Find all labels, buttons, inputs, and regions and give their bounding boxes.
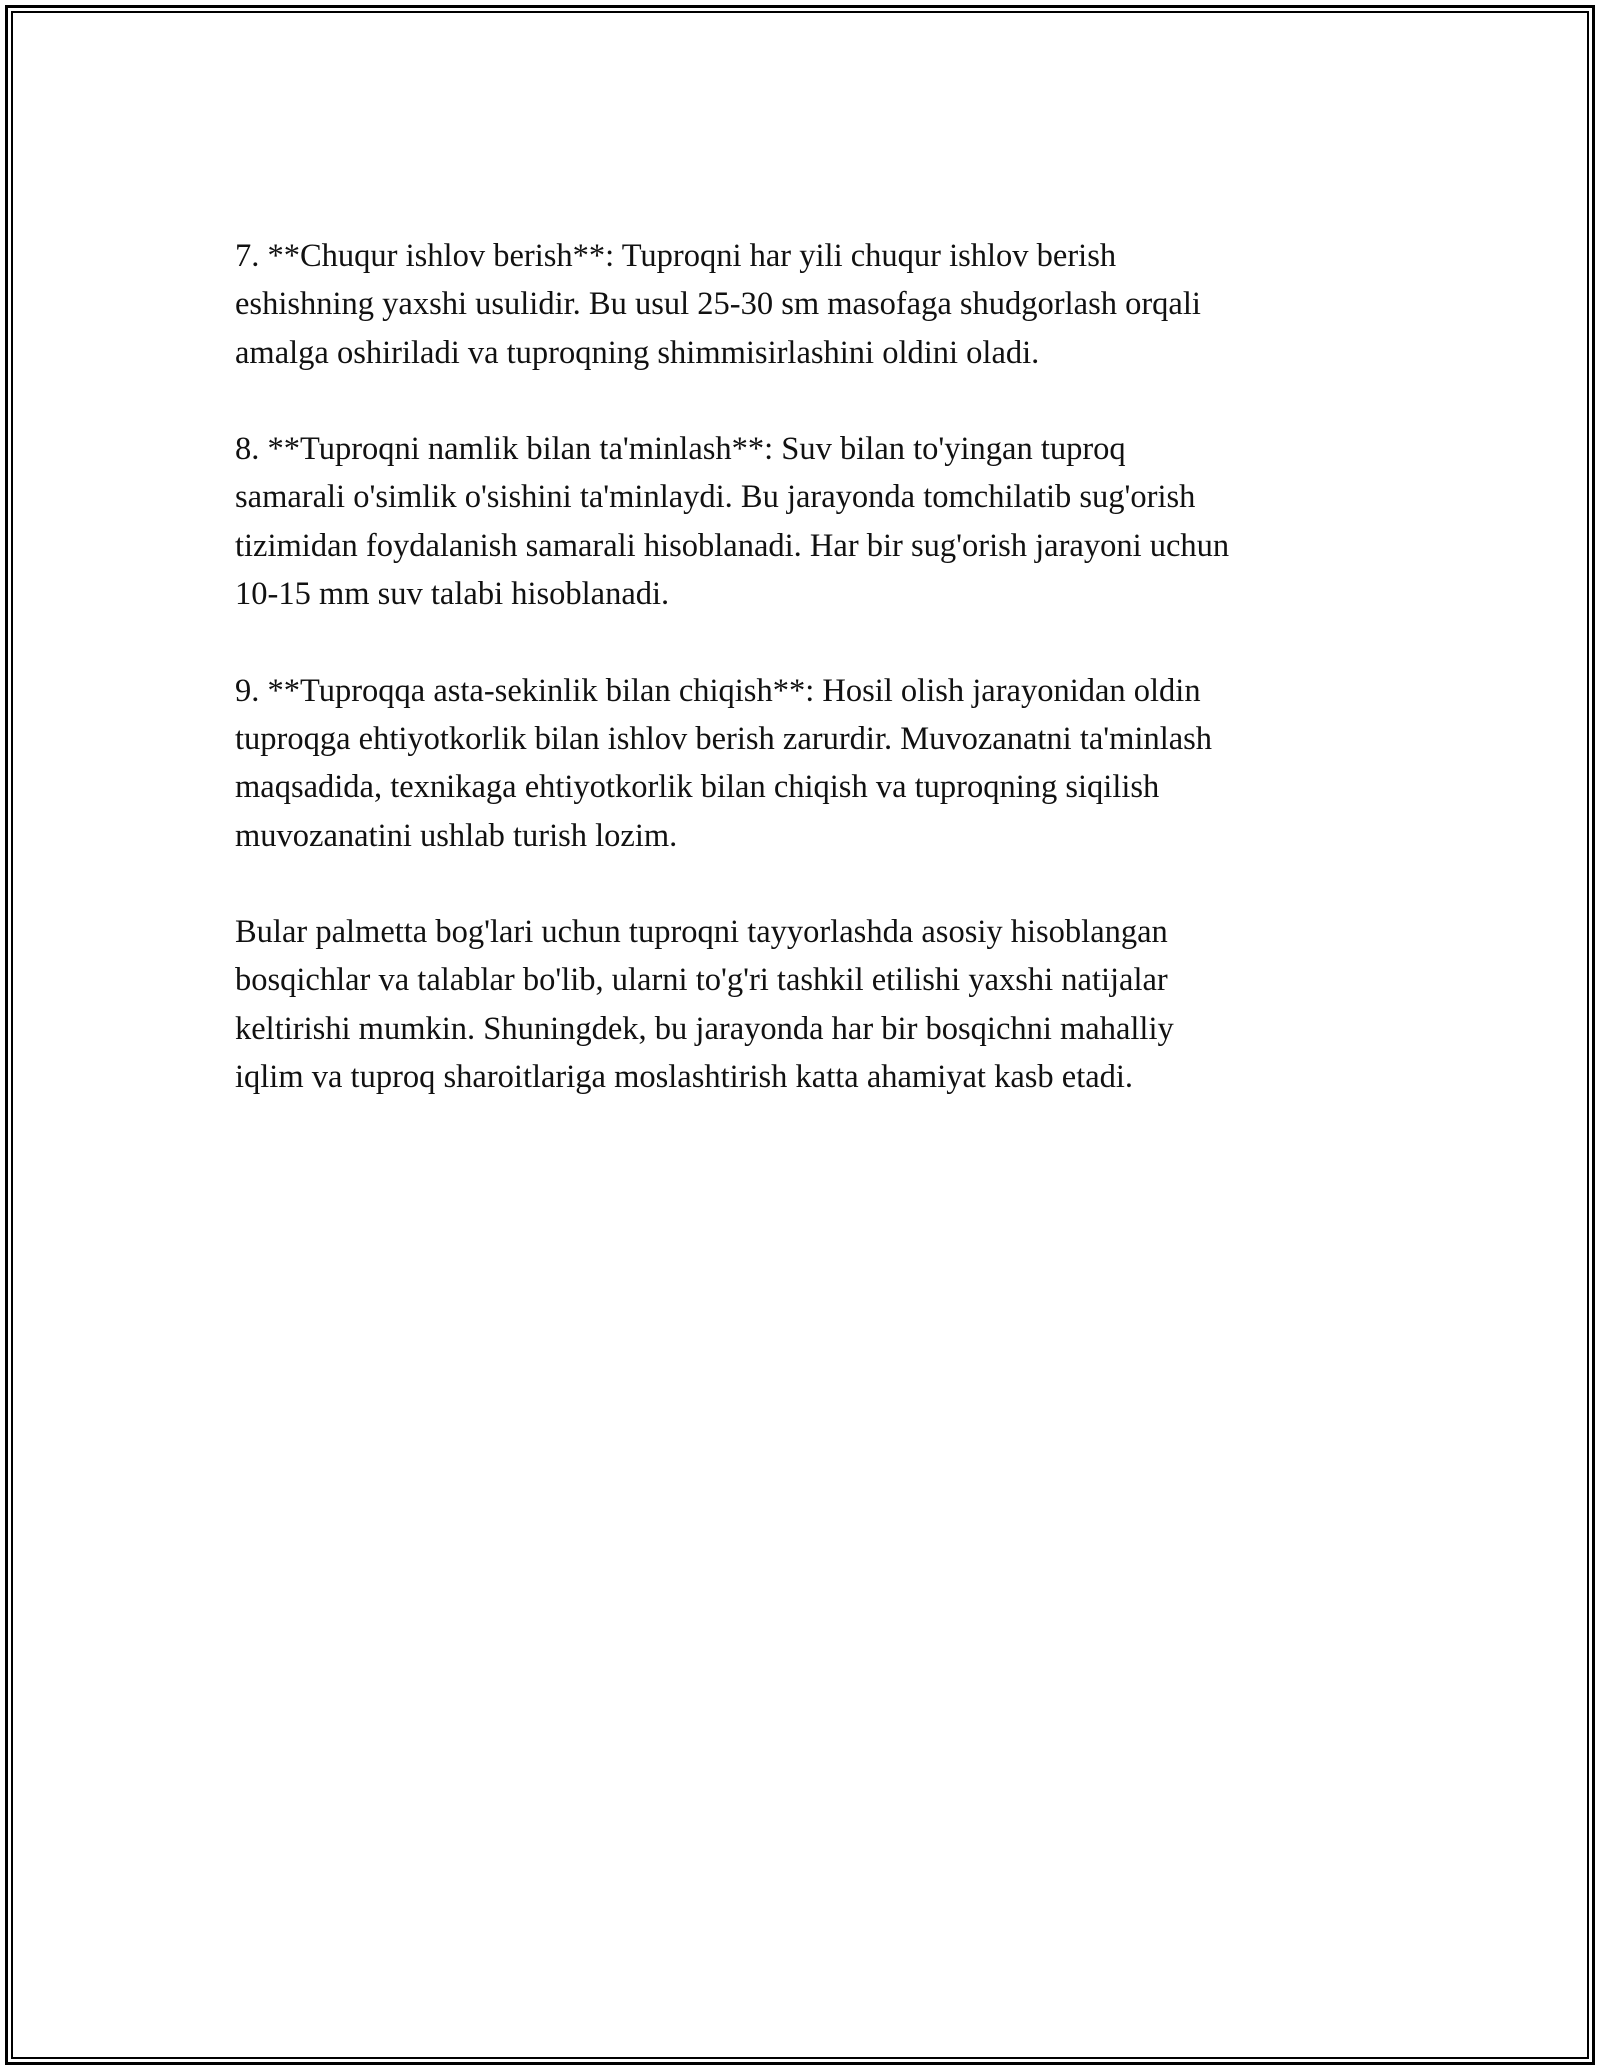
paragraph-conclusion: Bular palmetta bog'lari uchun tuproqni tayyorlashda asosiy hisoblangan bosqichlar va talablar bo'lib, ularni to'g'ri tashkil etilishi yaxshi natijalar keltirishi mumkin. Shuningdek, bu jarayonda har bir bosqichni mahalliy iqlim va tuproq sharoitlariga moslashtirish katta ahamiyat kasb etadi. — [235, 914, 1174, 1096]
paragraph-item-9: 9. **Tuproqqa asta-sekinlik bilan chiqish**: Hosil olish jarayonidan oldin tuproqga ehtiyotkorlik bilan ishlov berish zarurdir. Muvozanatni ta'minlash maqsadida, texnikaga ehtiyotkorlik bilan chiqish va tuproqning siqilish muvozanatini ushlab turish lozim. — [235, 672, 1213, 854]
document-body — [235, 232, 1375, 1150]
paragraph-item-7: 7. **Chuqur ishlov berish**: Tuproqni har yili chuqur ishlov berish eshishning yaxshi usulidir. Bu usul 25-30 sm masofaga shudgorlash orqali amalga oshiriladi va tuproqning shimmisirlashini oldini oladi. — [235, 238, 1201, 371]
paragraph-item-8: 8. **Tuproqni namlik bilan ta'minlash**: Suv bilan to'yingan tuproq samarali o'simlik o'sishini ta'minlaydi. Bu jarayonda tomchilatib sug'orish tizimidan foydalanish samarali hisoblanadi. Har bir sug'orish jarayoni uchun 10-15 mm suv talabi hisoblanadi. — [235, 431, 1230, 613]
